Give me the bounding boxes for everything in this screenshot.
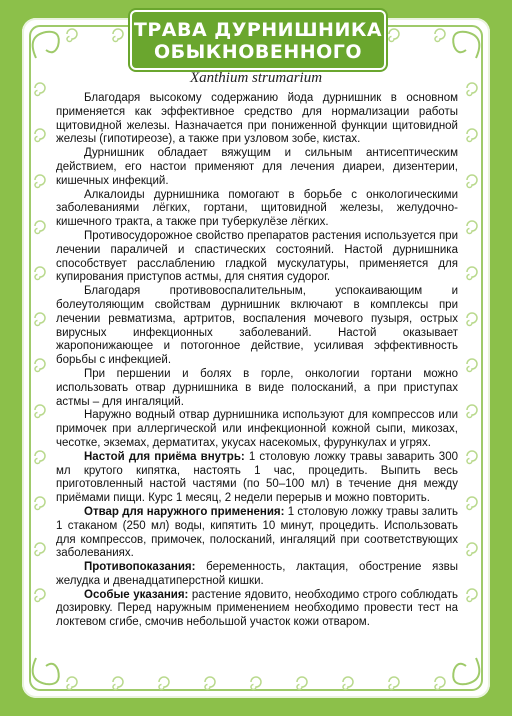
section-text: 1 столовую ложку травы заварить 300 мл крутого кипятка, настоять 1 час, процедить. Выпить весь приготовленный настой частями (по 50–100 мл) в течение дня между приёмами пищи. Курс 1 месяц, 2 недели перерыв и можно повторить. xyxy=(56,450,458,505)
paragraph: Благодаря противовоспалительным, успокаивающим и болеутоляющим свойствам дурнишник включают в комплексы при лечении ревматизма, артритов, воспаления мочевого пузыря, острых вирусных инфекционных заболеваний. Настой оказывает жаропонижающее и потогонное действие, усиливая эффективность борьбы с инфекцией. xyxy=(56,285,458,367)
latin-name: Xanthium strumarium xyxy=(189,70,323,86)
title-banner xyxy=(130,10,386,70)
section-special-notes xyxy=(56,589,458,630)
section-infusion xyxy=(56,451,458,506)
section-text: 1 столовую ложку травы залить 1 стаканом (250 мл) воды, кипятить 10 минут, процедить. Использовать для компрессов, примочек, полосканий, ингаляций при соответствующих заболеваниях. xyxy=(56,505,458,560)
paragraph: Благодаря высокому содержанию йода дурнишник в основном применяется как эффективное средство для нормализации работы щитовидной железы. Назначается при пониженной функции щитовидной железы (гипотиреозе), а также при узловом зобе, кистах. xyxy=(56,92,458,146)
section-label: Отвар для наружного применения: xyxy=(84,505,285,518)
paragraph: При першении и болях в горле, онкологии гортани можно использовать отвар дурнишника в виде полосканий, а при приступах астмы – для ингаляций. xyxy=(56,367,458,408)
section-contraindications xyxy=(56,561,458,589)
section-label: Настой для приёма внутрь: xyxy=(84,450,245,463)
section-decoction xyxy=(56,506,458,561)
title-line-2: ОБЫКНОВЕННОГО xyxy=(153,41,363,63)
section-label: Особые указания: xyxy=(84,588,189,601)
section-text: беременность, лактация, обострение язвы желудка и двенадцатиперстной кишки. xyxy=(56,561,458,587)
article-body xyxy=(56,92,458,630)
section-text: растение ядовито, необходимо строго соблюдать дозировку. Перед наружным применением необходимо провести тест на локтевом сгибе, смочив небольшой участок кожи отваром. xyxy=(56,588,458,629)
paragraph: Противосудорожное свойство препаратов растения используется при лечении параличей и спастических состояний. Настой дурнишника способствует расслаблению гладкой мускулатуры, применяется для купирования приступов астмы, для снятия судорог. xyxy=(56,229,458,284)
section-label: Противопоказания: xyxy=(84,561,196,574)
paragraph: Наружно водный отвар дурнишника используют для компрессов или примочек при аллергической или инфекционной кожной сыпи, микозах, чесотке, экземах, дерматитах, укусах насекомых, фурункулах и угрях. xyxy=(56,409,458,449)
paragraph: Дурнишник обладает вяжущим и сильным антисептическим действием, его настои применяют для лечения диареи, дизентерии, кишечных инфекций. xyxy=(56,147,458,187)
title-line-1: ТРАВА ДУРНИШНИКА xyxy=(133,19,383,41)
paragraph: Алкалоиды дурнишника помогают в борьбе с онкологическими заболеваниями лёгких, гортани, щитовидной железы, желудочно-кишечного тракта, а также при туберкулёзе лёгких. xyxy=(56,188,458,229)
